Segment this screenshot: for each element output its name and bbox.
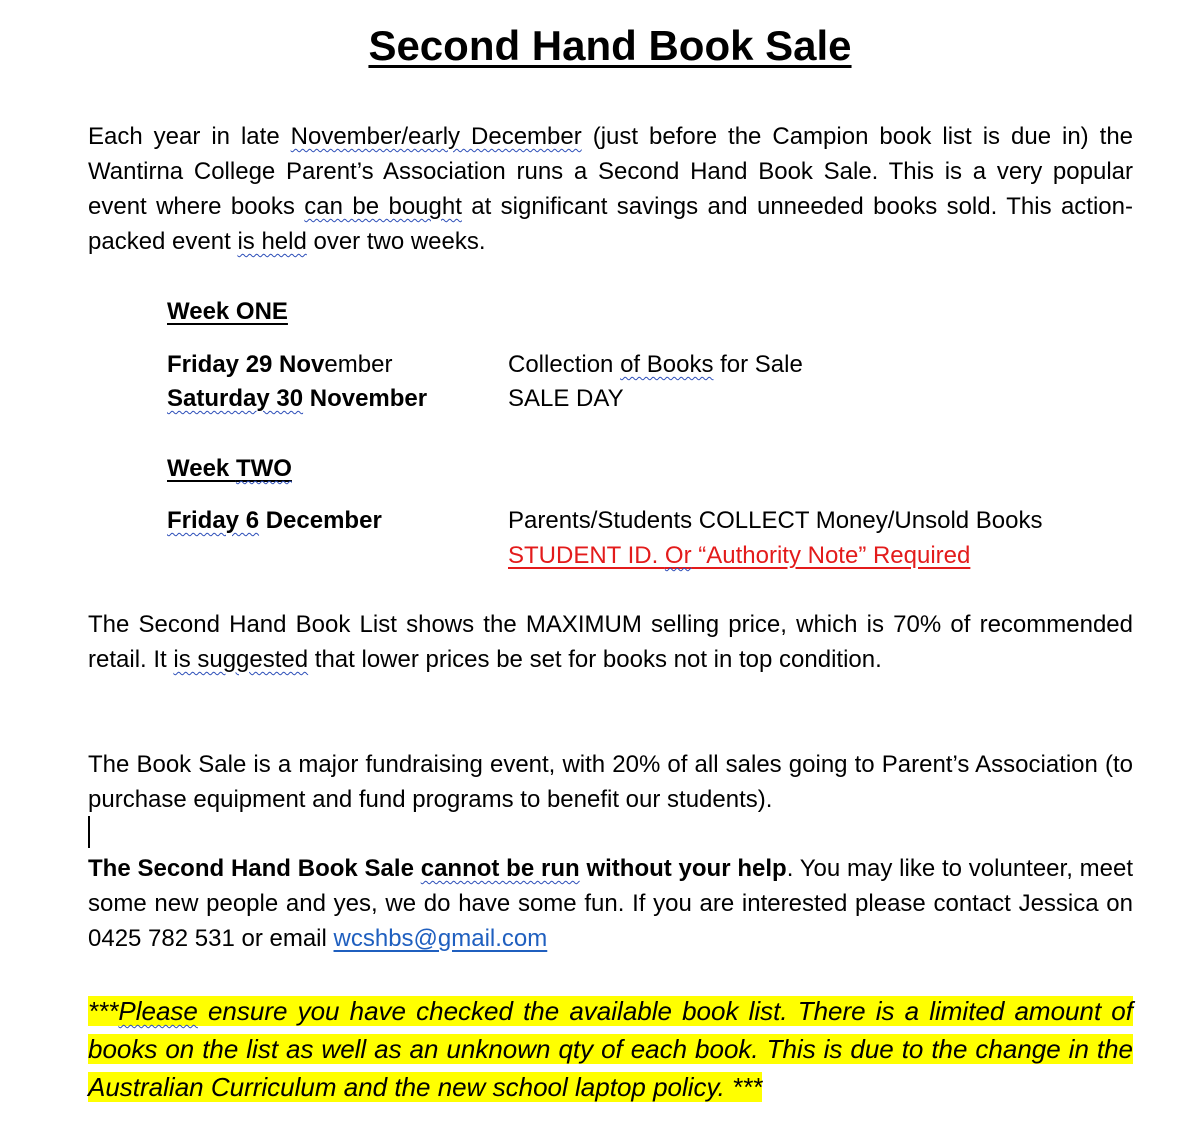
week-two-date-1: Friday 6 December [167,507,382,534]
help-paragraph: The Second Hand Book Sale cannot be run without your help. You may like to volunteer, meet some new people and yes, we do have some fun. If you are interested please contact Jessica on 0425 782 531 or email wcshbs@gmail.com [88,855,1134,952]
week-one-desc-2: SALE DAY [508,385,624,412]
pricing-paragraph: The Second Hand Book List shows the MAXIMUM selling price, which is 70% of recommended retail. It is suggested that lower prices be set for books not in top condition. [88,611,1133,673]
week-two-requirement: STUDENT ID. Or “Authority Note” Required [508,542,971,569]
week-two-desc-1: Parents/Students COLLECT Money/Unsold Books [508,507,1043,534]
text-cursor [88,816,90,848]
intro-text: over two weeks. [306,228,486,255]
intro-text: at significant savings and unneeded books sold. This action-packed event [88,193,1133,255]
intro-text: (just before the Campion book list is due in) the Wantirna College Parent’s Association runs a Second Hand Book Sale. This is a very popular event where books [88,123,1134,220]
intro-dates: November/early December [290,123,582,150]
notice-paragraph: ***Please ensure you have checked the available book list. There is a limited amount of books on the list as well as an unknown qty of each book. This is due to the change in the Australian Curriculum and the new school laptop policy. *** [88,996,1133,1102]
email-link[interactable]: wcshbs@gmail.com [333,925,548,952]
intro-phrase: is held [237,228,307,255]
week-one-date-2: Saturday 30 November [167,385,428,412]
intro-paragraph [88,119,1133,259]
week-one-heading: Week ONE [167,298,288,325]
intro-phrase: can be bought [304,193,462,220]
page-title: Second Hand Book Sale [368,22,852,69]
week-two-heading: Week TWO [167,455,292,482]
intro-text: Each year in late [88,123,291,150]
fundraising-paragraph: The Book Sale is a major fundraising event, with 20% of all sales going to Parent’s Association (to purchase equipment and fund programs to benefit our students). [88,751,1133,813]
week-one-date-1: Friday 29 November [167,351,393,378]
week-one-desc-1: Collection of Books for Sale [508,351,803,378]
